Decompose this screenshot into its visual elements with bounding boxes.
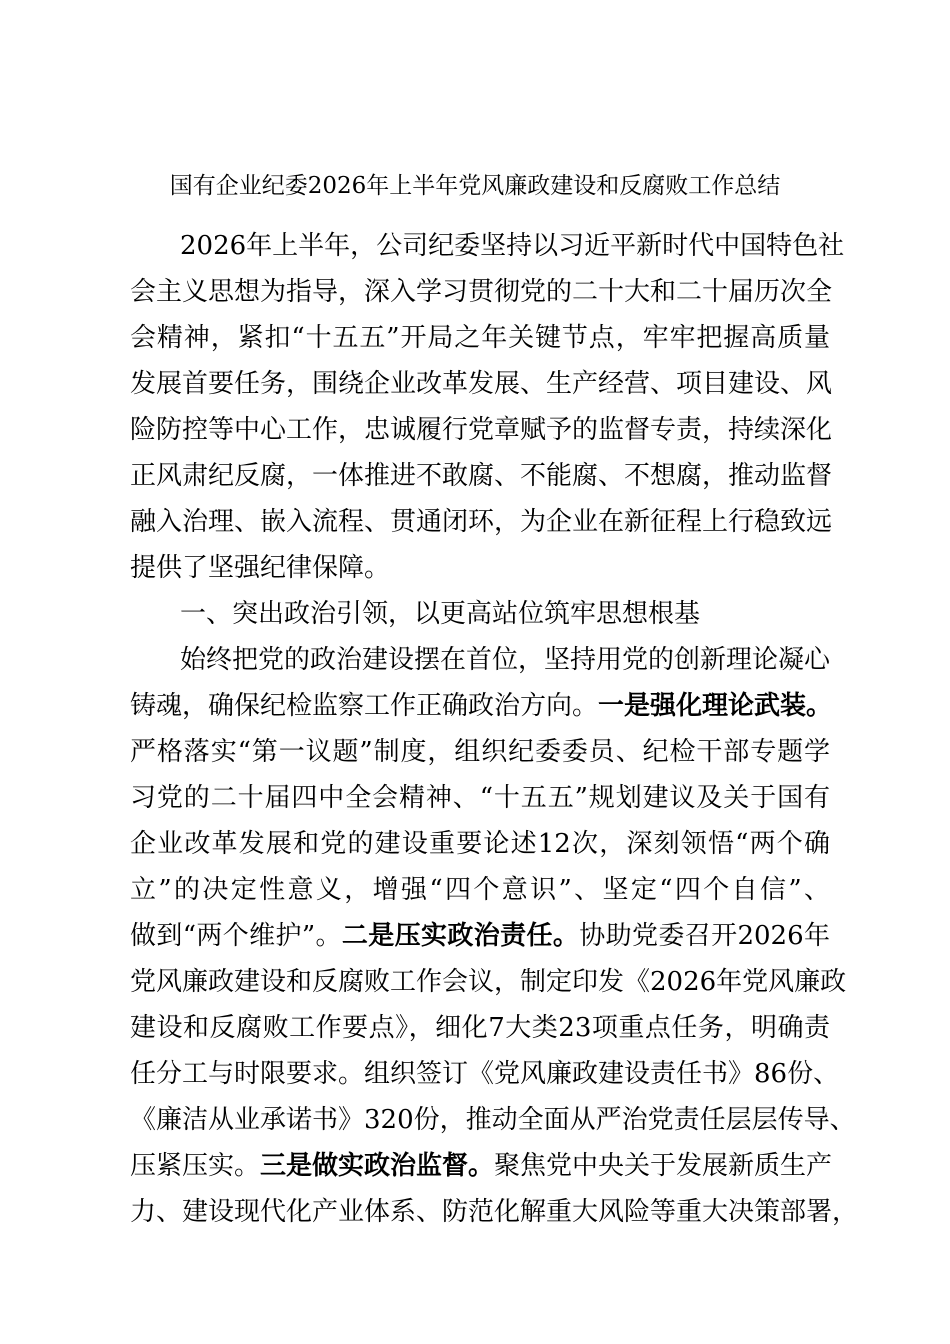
body-text: 建设和反腐败工作要点》，细化7大类23项重点任务，明确责 xyxy=(130,1013,830,1043)
body-text: 压紧压实。 xyxy=(130,1151,261,1181)
paragraph-line xyxy=(130,962,847,1002)
paragraph-line xyxy=(130,364,833,404)
section-heading xyxy=(180,594,830,634)
body-text: 正风肃纪反腐，一体推进不敢腐、不能腐、不想腐，推动监督 xyxy=(130,461,833,491)
body-text: 始终把党的政治建设摆在首位，坚持用党的创新理论凝心 xyxy=(180,645,831,675)
body-text: 力、建设现代化产业体系、防范化解重大风险等重大决策部署， xyxy=(130,1197,859,1227)
body-text: 一、突出政治引领，以更高站位筑牢思想根基 xyxy=(180,599,701,629)
body-text: 习党的二十届四中全会精神、“十五五”规划建议及关于国有 xyxy=(130,783,830,813)
paragraph-line xyxy=(130,732,830,772)
paragraph-line xyxy=(130,824,830,864)
paragraph-line xyxy=(130,318,830,358)
paragraph-line xyxy=(180,226,845,266)
paragraph-line xyxy=(130,502,833,542)
body-text: 融入治理、嵌入流程、贯通闭环，为企业在新征程上行稳致远 xyxy=(130,507,833,537)
paragraph-line xyxy=(130,1146,833,1186)
body-text: 立”的决定性意义，增强“四个意识”、坚定“四个自信”、 xyxy=(130,875,830,905)
body-text: 聚焦党中央关于发展新质生产 xyxy=(494,1151,833,1181)
paragraph-line xyxy=(130,1054,840,1094)
body-text: 险防控等中心工作，忠诚履行党章赋予的监督专责，持续深化 xyxy=(130,415,833,445)
paragraph-line xyxy=(130,548,830,588)
paragraph-line xyxy=(130,686,833,726)
body-text: 协助党委召开2026年 xyxy=(579,921,830,951)
body-text: 党风廉政建设和反腐败工作会议，制定印发《2026年党风廉政 xyxy=(130,967,847,997)
body-text: 做到“两个维护”。 xyxy=(130,921,342,951)
paragraph-line xyxy=(180,640,830,680)
document-title: 国有企业纪委2026年上半年党风廉政建设和反腐败工作总结 xyxy=(169,173,781,199)
body-text: 提供了坚强纪律保障。 xyxy=(130,553,391,583)
paragraph-line xyxy=(130,1192,859,1232)
paragraph-line xyxy=(130,1100,856,1140)
bold-lead-text: 二是压实政治责任。 xyxy=(341,921,580,951)
paragraph-line xyxy=(130,410,833,450)
bold-lead-text: 一是强化理论武装。 xyxy=(598,691,833,721)
paragraph-line xyxy=(130,456,833,496)
paragraph-line xyxy=(130,1008,830,1048)
body-text: 《廉洁从业承诺书》320份，推动全面从严治党责任层层传导、 xyxy=(130,1105,856,1135)
body-text: 严格落实“第一议题”制度，组织纪委委员、纪检干部专题学 xyxy=(130,737,830,767)
body-text: 会精神，紧扣“十五五”开局之年关键节点，牢牢把握高质量 xyxy=(130,323,830,353)
body-text: 发展首要任务，围绕企业改革发展、生产经营、项目建设、风 xyxy=(130,369,833,399)
paragraph-line xyxy=(130,870,830,910)
body-text: 会主义思想为指导，深入学习贯彻党的二十大和二十届历次全 xyxy=(130,277,833,307)
bold-lead-text: 三是做实政治监督。 xyxy=(260,1151,495,1181)
paragraph-line xyxy=(130,916,830,956)
paragraph-line xyxy=(130,778,830,818)
body-text: 企业改革发展和党的建设重要论述12次，深刻领悟“两个确 xyxy=(130,829,830,859)
body-text: 铸魂，确保纪检监察工作正确政治方向。 xyxy=(130,691,599,721)
body-text: 任分工与时限要求。组织签订《党风廉政建设责任书》86份、 xyxy=(130,1059,840,1089)
paragraph-line xyxy=(130,272,833,312)
body-text: 2026年上半年，公司纪委坚持以习近平新时代中国特色社 xyxy=(180,231,845,261)
